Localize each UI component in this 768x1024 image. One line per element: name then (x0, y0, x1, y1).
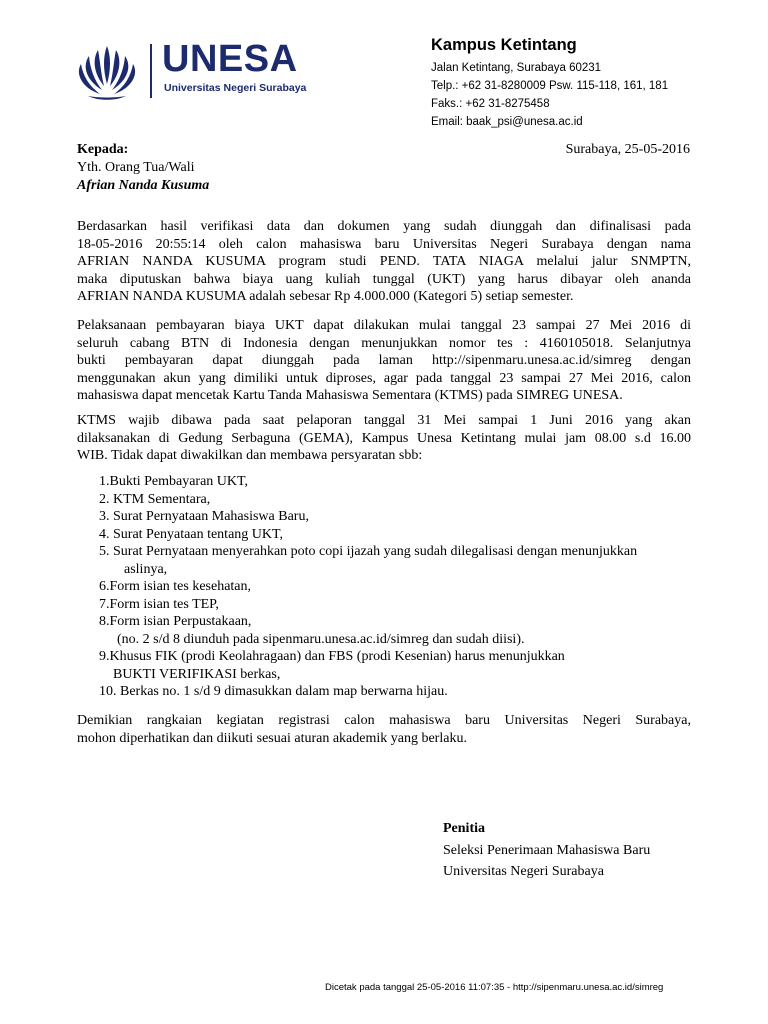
recipient-block (77, 141, 209, 195)
paragraph-payment (77, 317, 691, 405)
list-item: 3. Surat Pernyataan Mahasiswa Baru, (99, 509, 309, 524)
paragraph-line: Pelaksanaan pembayaran biaya UKT dapat dilakukan mulai tanggal 23 sampai 27 Mei 2016 di (77, 318, 691, 333)
logo-divider (150, 44, 152, 98)
paragraph-line: maka diputuskan bahwa biaya uang kuliah tunggal (UKT) yang harus dibayar oleh ananda (77, 271, 691, 287)
signature-title: Penitia (443, 821, 485, 836)
campus-info (431, 36, 668, 131)
paragraph-line: mohon diperhatikan dan diikuti sesuai aturan akademik yang berlaku. (77, 730, 467, 746)
signature-line: Seleksi Penerimaan Mahasiswa Baru (443, 842, 651, 858)
list-item: aslinya, (124, 561, 168, 577)
paragraph-line: WIB. Tidak dapat diwakilkan dan membawa persyaratan sbb: (77, 448, 423, 463)
paragraph-line: dilaksanakan di Gedung Serbaguna (GEMA), Kampus Unesa Ketintang mulai jam 08.00 s.d 16.00 (77, 430, 691, 446)
requirements-list (99, 473, 699, 701)
paragraph-ukt-decision (77, 218, 691, 306)
list-item: 10. Berkas no. 1 s/d 9 dimasukkan dalam map berwarna hijau. (99, 684, 448, 699)
paragraph-ktms (77, 412, 691, 465)
campus-fax: Faks.: +62 31-8275458 (431, 98, 550, 110)
print-footer: Dicetak pada tanggal 25-05-2016 11:07:35 - http://sipenmaru.unesa.ac.id/simreg (325, 982, 664, 993)
unesa-emblem-icon (74, 40, 140, 102)
letter-date: Surabaya, 25-05-2016 (565, 142, 690, 157)
list-item: 1.Bukti Pembayaran UKT, (99, 474, 249, 489)
list-item: 9.Khusus FIK (prodi Keolahragaan) dan FBS (prodi Kesenian) harus menunjukkan (99, 649, 565, 664)
paragraph-line: Berdasarkan hasil verifikasi data dan dokumen yang sudah diunggah dan difinalisasi pada (77, 219, 691, 234)
list-item: 6.Form isian tes kesehatan, (99, 579, 252, 594)
campus-phone: Telp.: +62 31-8280009 Psw. 115-118, 161, 181 (431, 80, 669, 92)
recipient-label: Kepada: (77, 142, 129, 157)
logo-subtitle: Universitas Negeri Surabaya (164, 82, 307, 94)
recipient-name: Afrian Nanda Kusuma (77, 178, 210, 193)
list-item: (no. 2 s/d 8 diunduh pada sipenmaru.unesa.ac.id/simreg dan sudah diisi). (117, 631, 525, 647)
paragraph-line: menggunakan akun yang dimiliki untuk diproses, agar pada tanggal 23 sampai 27 Mei 2016, calon (77, 370, 691, 386)
list-item: 4. Surat Penyataan tentang UKT, (99, 526, 284, 542)
signature-line: Universitas Negeri Surabaya (443, 864, 604, 879)
paragraph-line: AFRIAN NANDA KUSUMA program studi PEND. TATA NIAGA melalui jalur SNMPTN, (77, 254, 691, 269)
recipient-salutation: Yth. Orang Tua/Wali (77, 160, 195, 175)
campus-title: Kampus Ketintang (431, 36, 577, 54)
paragraph-closing (77, 712, 691, 747)
logo-name: UNESA (162, 38, 298, 80)
campus-email: Email: baak_psi@unesa.ac.id (431, 116, 583, 128)
paragraph-line: KTMS wajib dibawa pada saat pelaporan tanggal 31 Mei sampai 1 Juni 2016 yang akan (77, 413, 691, 428)
paragraph-line: 18-05-2016 20:55:14 oleh calon mahasiswa baru Universitas Negeri Surabaya dengan nama (77, 236, 691, 252)
list-item: 7.Form isian tes TEP, (99, 596, 219, 612)
paragraph-line: seluruh cabang BTN di Indonesia dengan menunjukkan nomor tes : 4160105018. Selanjutnya (77, 335, 691, 351)
paragraph-line: bukti pembayaran dapat diunggah pada laman http://sipenmaru.unesa.ac.id/simreg dengan (77, 353, 691, 368)
list-item: 8.Form isian Perpustakaan, (99, 614, 252, 629)
paragraph-line: Demikian rangkaian kegiatan registrasi calon mahasiswa baru Universitas Negeri Surabaya, (77, 713, 691, 728)
signature-block (443, 818, 650, 883)
list-item: BUKTI VERIFIKASI berkas, (113, 666, 281, 682)
paragraph-line: AFRIAN NANDA KUSUMA adalah sebesar Rp 4.000.000 (Kategori 5) setiap semester. (77, 289, 574, 304)
list-item: 2. KTM Sementara, (99, 491, 211, 507)
campus-address: Jalan Ketintang, Surabaya 60231 (431, 62, 602, 74)
paragraph-line: mahasiswa dapat mencetak Kartu Tanda Mahasiswa Sementara (KTMS) pada SIMREG UNESA. (77, 388, 623, 403)
unesa-logo (74, 38, 307, 102)
list-item: 5. Surat Pernyataan menyerahkan poto copi ijazah yang sudah dilegalisasi dengan menunjukkan (99, 544, 638, 559)
